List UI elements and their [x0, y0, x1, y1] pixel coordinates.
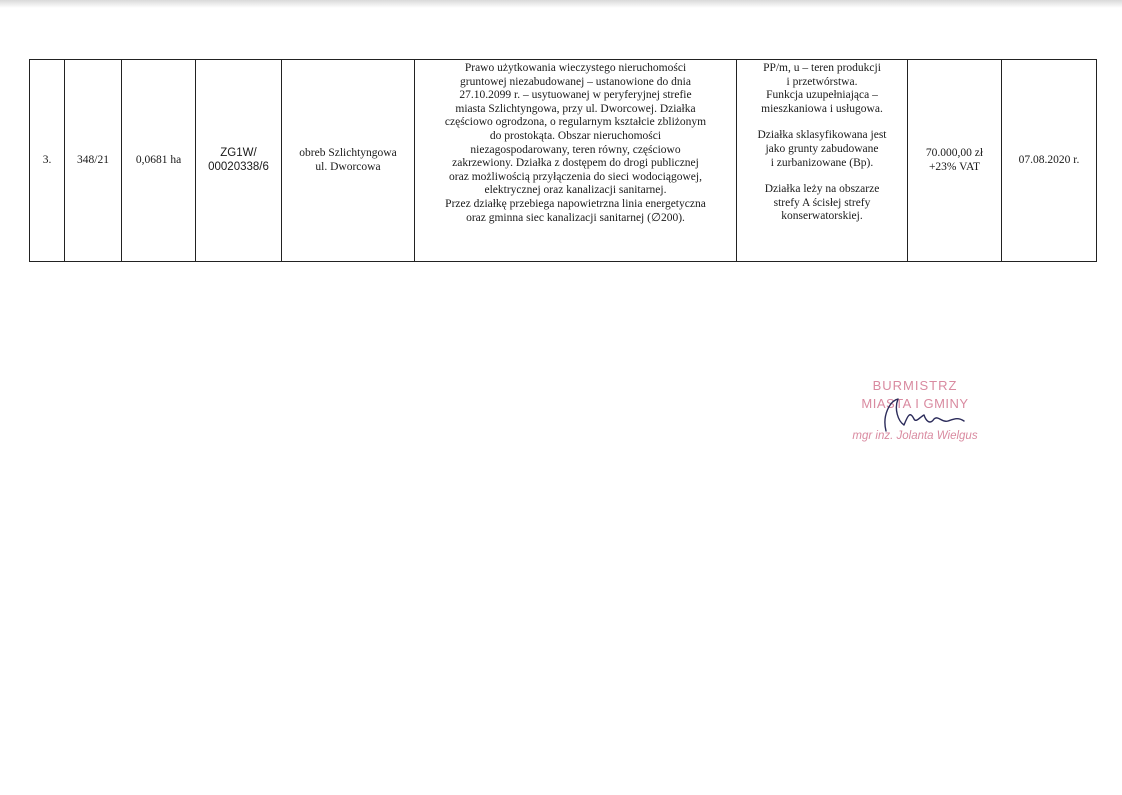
parcel-number-value: 348/21: [77, 153, 109, 166]
land-register-value: ZG1W/ 00020338/6: [208, 146, 269, 173]
parcel-table: [29, 59, 1097, 262]
location-value: obreb Szlichtyngowa ul. Dworcowa: [299, 146, 397, 173]
cell-location: [282, 60, 415, 262]
zoning-conservation: Działka leży na obszarze strefy A ścisłej strefy konserwatorskiej.: [764, 183, 880, 223]
description-value: Prawo użytkowania wieczystego nieruchomości gruntowej niezabudowanej – ustanowione do dnia 27.10.2099 r. – usytuowanej w peryferyjnej strefie miasta Szlichtyngowa, przy ul. Dworcowej. Działka częściowo ogrodzona, o regularnym kształcie zbliżonym do prostokąta. Obszar nieruchomości niezagospodarowany, teren równy, częściowo zakrzewiony. Działka z dostępem do drogi publicznej oraz możliwością przyłączenia do sieci wodociągowej, elektrycznej oraz kanalizacji sanitarnej. Przez działkę przebiega napowietrzna linia energetyczna oraz gminna siec kanalizacji sanitarnej (∅200).: [444, 62, 707, 224]
signature-icon: [868, 395, 978, 435]
stamp-subtitle: MIASTA I GMINY: [861, 396, 969, 411]
cell-date: [1002, 60, 1097, 262]
cell-land-register: [196, 60, 282, 262]
zoning-classification: Działka sklasyfikowana jest jako grunty zabudowane i zurbanizowane (Bp).: [757, 129, 887, 169]
date-value: 07.08.2020 r.: [1018, 153, 1080, 166]
area-value: 0,0681 ha: [135, 153, 182, 166]
lp-value: 3.: [42, 153, 52, 166]
stamp-name: mgr inz. Jolanta Wielgus: [852, 430, 978, 442]
price-value: 70.000,00 zł +23% VAT: [925, 146, 984, 173]
scan-edge: [0, 0, 1122, 8]
zoning-purpose: PP/m, u – teren produkcji i przetwórstwa. Funkcja uzupełniająca – mieszkaniowa i usługowa.: [761, 62, 883, 115]
cell-parcel-number: [65, 60, 122, 262]
cell-description: [415, 60, 737, 262]
cell-price: [908, 60, 1002, 262]
table-row: [30, 60, 1097, 262]
cell-zoning: [737, 60, 908, 262]
cell-lp: [30, 60, 65, 262]
cell-area: [122, 60, 196, 262]
stamp-title: BURMISTRZ: [872, 378, 958, 393]
